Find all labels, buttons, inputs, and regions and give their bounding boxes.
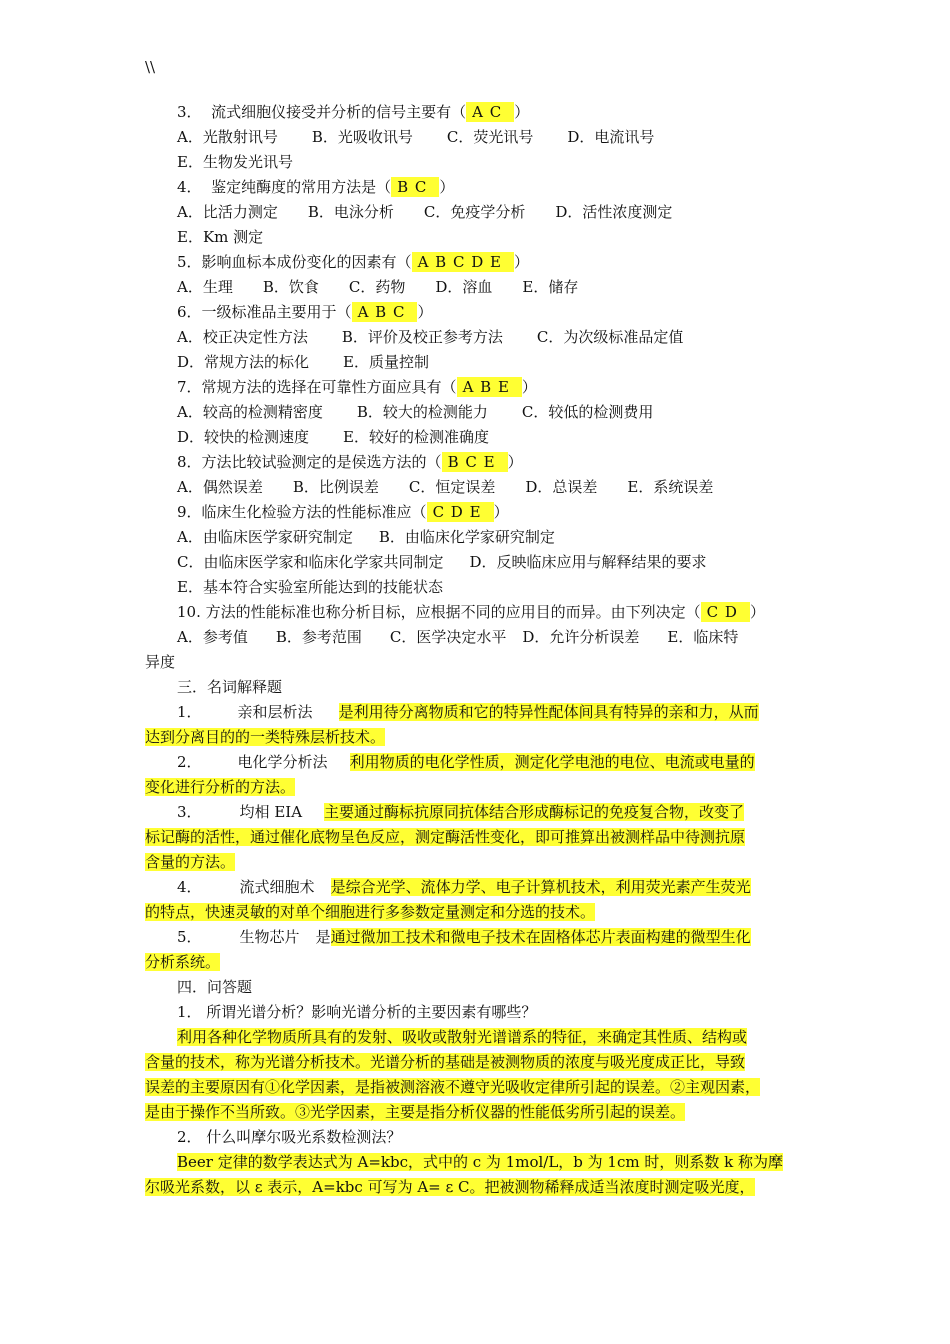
- options-line: [177, 275, 808, 300]
- option: E．质量控制: [343, 353, 429, 371]
- option: A．偶然误差: [177, 478, 263, 496]
- term-number: 4．: [177, 878, 202, 896]
- question-number: 5．: [177, 253, 202, 271]
- option: B．由临床化学家研究制定: [378, 528, 555, 546]
- question-number: 10.: [177, 603, 201, 621]
- question-close: ）: [439, 178, 455, 196]
- term-definition: 主要通过酶标抗原同抗体结合形成酶标记的免疫复合物，改变了: [324, 803, 745, 821]
- qa-answer: 利用各种化学物质所具有的发射、吸收或散射光谱谱系的特征，来确定其性质、结构或: [177, 1028, 748, 1046]
- qa-answer: Beer 定律的数学表达式为 A=kbc，式中的 c 为 1mol/L，b 为 1cm 时，则系数 k 称为摩: [177, 1153, 783, 1171]
- qa-answer: 含量的技术，称为光谱分析技术。光谱分析的基础是被测物质的浓度与吸光度成正比，导致: [145, 1053, 746, 1071]
- option-continued: 异度: [145, 653, 176, 671]
- option: B．光吸收讯号: [311, 128, 413, 146]
- question-stem: 方法的性能标准也称分析目标，应根据不同的应用目的而异。由下列决定（: [205, 603, 701, 621]
- answer-highlight: B C E: [442, 452, 508, 472]
- term-name: 均相 EIA: [239, 803, 303, 821]
- option: A．比活力测定: [177, 203, 278, 221]
- options-line: [177, 550, 808, 575]
- option: A．生理: [177, 278, 233, 296]
- term-name: 电化学分析法: [237, 753, 328, 771]
- option: E．生物发光讯号: [177, 153, 293, 171]
- option: E．临床特: [667, 628, 739, 646]
- question-close: ）: [513, 253, 529, 271]
- term-name: 生物芯片: [239, 928, 300, 946]
- term-number: 2．: [177, 753, 202, 771]
- question-number: 8．: [177, 453, 202, 471]
- option: D．允许分析误差: [522, 628, 640, 646]
- qa-answer: 是由于操作不当所致。③光学因素，主要是指分析仪器的性能低劣所引起的误差。: [145, 1103, 686, 1121]
- question-number: 4．: [177, 178, 202, 196]
- question-stem: 临床生化检验方法的性能标准应（: [201, 503, 427, 521]
- option: B．较大的检测能力: [356, 403, 488, 421]
- term-number: 1．: [177, 703, 202, 721]
- options-line: [177, 525, 808, 550]
- question-stem: 常规方法的选择在可靠性方面应具有（: [201, 378, 457, 396]
- question-9: [177, 500, 808, 525]
- options-line: [177, 400, 808, 425]
- question-10: [177, 600, 808, 625]
- option: E．系统误差: [627, 478, 714, 496]
- section-heading: 三．名词解释题: [177, 678, 283, 696]
- term-definition: 含量的方法。: [145, 853, 236, 871]
- options-line: [177, 625, 808, 650]
- question-6: [177, 300, 808, 325]
- question-5: [177, 250, 808, 275]
- term-definition: 是综合光学、流体力学、电子计算机技术，利用荧光素产生荧光: [330, 878, 751, 896]
- term-definition: 标记酶的活性，通过催化底物呈色反应，测定酶活性变化，即可推算出被测样品中待测抗原: [145, 828, 746, 846]
- option: D．总误差: [525, 478, 598, 496]
- options-line: [177, 575, 808, 600]
- term-4: [177, 875, 808, 900]
- term-3-cont: [145, 825, 808, 850]
- qa-answer-line: [145, 1050, 808, 1075]
- qa-question: 1． 所谓光谱分析？影响光谱分析的主要因素有哪些？: [177, 1003, 537, 1021]
- term-3-cont: [145, 850, 808, 875]
- qa-answer-line: [145, 1175, 808, 1200]
- qa-answer-line: [177, 1150, 808, 1175]
- options-line: [177, 475, 808, 500]
- question-number: 7．: [177, 378, 202, 396]
- option: D．较快的检测速度: [177, 428, 310, 446]
- term-definition: 变化进行分析的方法。: [145, 778, 296, 796]
- options-line: [177, 125, 808, 150]
- option: D．反映临床应用与解释结果的要求: [469, 553, 707, 571]
- question-7: [177, 375, 808, 400]
- options-line: [177, 350, 808, 375]
- header-mark: \\: [145, 58, 156, 76]
- options-line: [177, 325, 808, 350]
- option: C．药物: [348, 278, 406, 296]
- term-1-cont: [145, 725, 808, 750]
- question-number: 6．: [177, 303, 202, 321]
- question-number: 3．: [177, 103, 202, 121]
- term-2-cont: [145, 775, 808, 800]
- option: C．恒定误差: [408, 478, 496, 496]
- answer-highlight: C D E: [427, 502, 494, 522]
- question-stem: 流式细胞仪接受并分析的信号主要有（: [211, 103, 467, 121]
- term-number: 5．: [177, 928, 202, 946]
- option: C．免疫学分析: [423, 203, 526, 221]
- term-definition: 分析系统。: [145, 953, 221, 971]
- option: D．电流讯号: [567, 128, 655, 146]
- term-name: 亲和层析法: [237, 703, 313, 721]
- answer-highlight: A B C: [352, 302, 418, 322]
- question-close: ）: [507, 453, 523, 471]
- term-definition: 达到分离目的的一类特殊层析技术。: [145, 728, 386, 746]
- option: C．由临床医学家和临床化学家共同制定: [177, 553, 444, 571]
- option: C．医学决定水平: [389, 628, 507, 646]
- option: E．较好的检测准确度: [343, 428, 489, 446]
- answer-highlight: C D: [701, 602, 750, 622]
- term-4-cont: [145, 900, 808, 925]
- answer-highlight: A C: [466, 102, 514, 122]
- answer-highlight: A B C D E: [412, 252, 514, 272]
- options-line: [177, 150, 808, 175]
- option: E．储存: [522, 278, 579, 296]
- term-name: 流式细胞术: [239, 878, 315, 896]
- term-definition: 通过微加工技术和微电子技术在固格体芯片表面构建的微型生化: [330, 928, 751, 946]
- option: B．评价及校正参考方法: [341, 328, 503, 346]
- option: A．较高的检测精密度: [177, 403, 323, 421]
- options-line: [177, 425, 808, 450]
- answer-highlight: A B E: [457, 377, 522, 397]
- option: C．为次级标准品定值: [536, 328, 684, 346]
- option: C．荧光讯号: [446, 128, 534, 146]
- term-number: 3．: [177, 803, 202, 821]
- question-close: ）: [493, 503, 509, 521]
- answer-highlight: B C: [391, 177, 439, 197]
- section-heading: 四．问答题: [177, 978, 253, 996]
- options-line: [177, 200, 808, 225]
- question-4: [177, 175, 808, 200]
- option: D．活性浓度测定: [555, 203, 673, 221]
- question-close: ）: [417, 303, 433, 321]
- question-8: [177, 450, 808, 475]
- options-line: [177, 225, 808, 250]
- option: A．校正决定性方法: [177, 328, 308, 346]
- option: A．由临床医学家研究制定: [177, 528, 353, 546]
- question-close: ）: [521, 378, 537, 396]
- qa-question: 2． 什么叫摩尔吸光系数检测法？: [177, 1128, 402, 1146]
- term-3: [177, 800, 808, 825]
- option: B．参考范围: [275, 628, 362, 646]
- option: A．光散射讯号: [177, 128, 278, 146]
- option: B．饮食: [262, 278, 319, 296]
- option: D．溶血: [435, 278, 493, 296]
- option: B．比例误差: [292, 478, 379, 496]
- term-1: [177, 700, 808, 725]
- term-definition: 的特点，快速灵敏的对单个细胞进行多参数定量测定和分选的技术。: [145, 903, 596, 921]
- options-line: [145, 650, 808, 675]
- qa-answer-line: [177, 1025, 808, 1050]
- option: D．常规方法的标化: [177, 353, 310, 371]
- term-definition: 利用物质的电化学性质，测定化学电池的电位、电流或电量的: [349, 753, 755, 771]
- question-stem: 方法比较试验测定的是侯选方法的（: [201, 453, 442, 471]
- term-2: [177, 750, 808, 775]
- question-stem: 鉴定纯酶度的常用方法是（: [211, 178, 392, 196]
- question-number: 9．: [177, 503, 202, 521]
- option: E．Km 测定: [177, 228, 264, 246]
- term-prefix: 是: [315, 928, 331, 946]
- qa-answer-line: [145, 1075, 808, 1100]
- option: C．较低的检测费用: [521, 403, 654, 421]
- qa-answer-line: [145, 1100, 808, 1125]
- qa-answer: 尔吸光系数，以 ε 表示，A=kbc 可写为 A= ε C。把被测物稀释成适当浓度时测定吸光度，: [145, 1178, 755, 1196]
- option: A．参考值: [177, 628, 248, 646]
- option: E．基本符合实验室所能达到的技能状态: [177, 578, 443, 596]
- question-stem: 影响血标本成份变化的因素有（: [201, 253, 412, 271]
- option: B．电泳分析: [307, 203, 394, 221]
- question-close: ）: [514, 103, 530, 121]
- qa-answer: 误差的主要原因有①化学因素，是指被测溶液不遵守光吸收定律所引起的误差。②主观因素，: [145, 1078, 761, 1096]
- term-5: [177, 925, 808, 950]
- term-definition: 是利用待分离物质和它的特异性配体间具有特异的亲和力，从而: [338, 703, 759, 721]
- question-3: [177, 100, 808, 125]
- question-stem: 一级标准品主要用于（: [201, 303, 352, 321]
- term-5-cont: [145, 950, 808, 975]
- question-close: ）: [749, 603, 765, 621]
